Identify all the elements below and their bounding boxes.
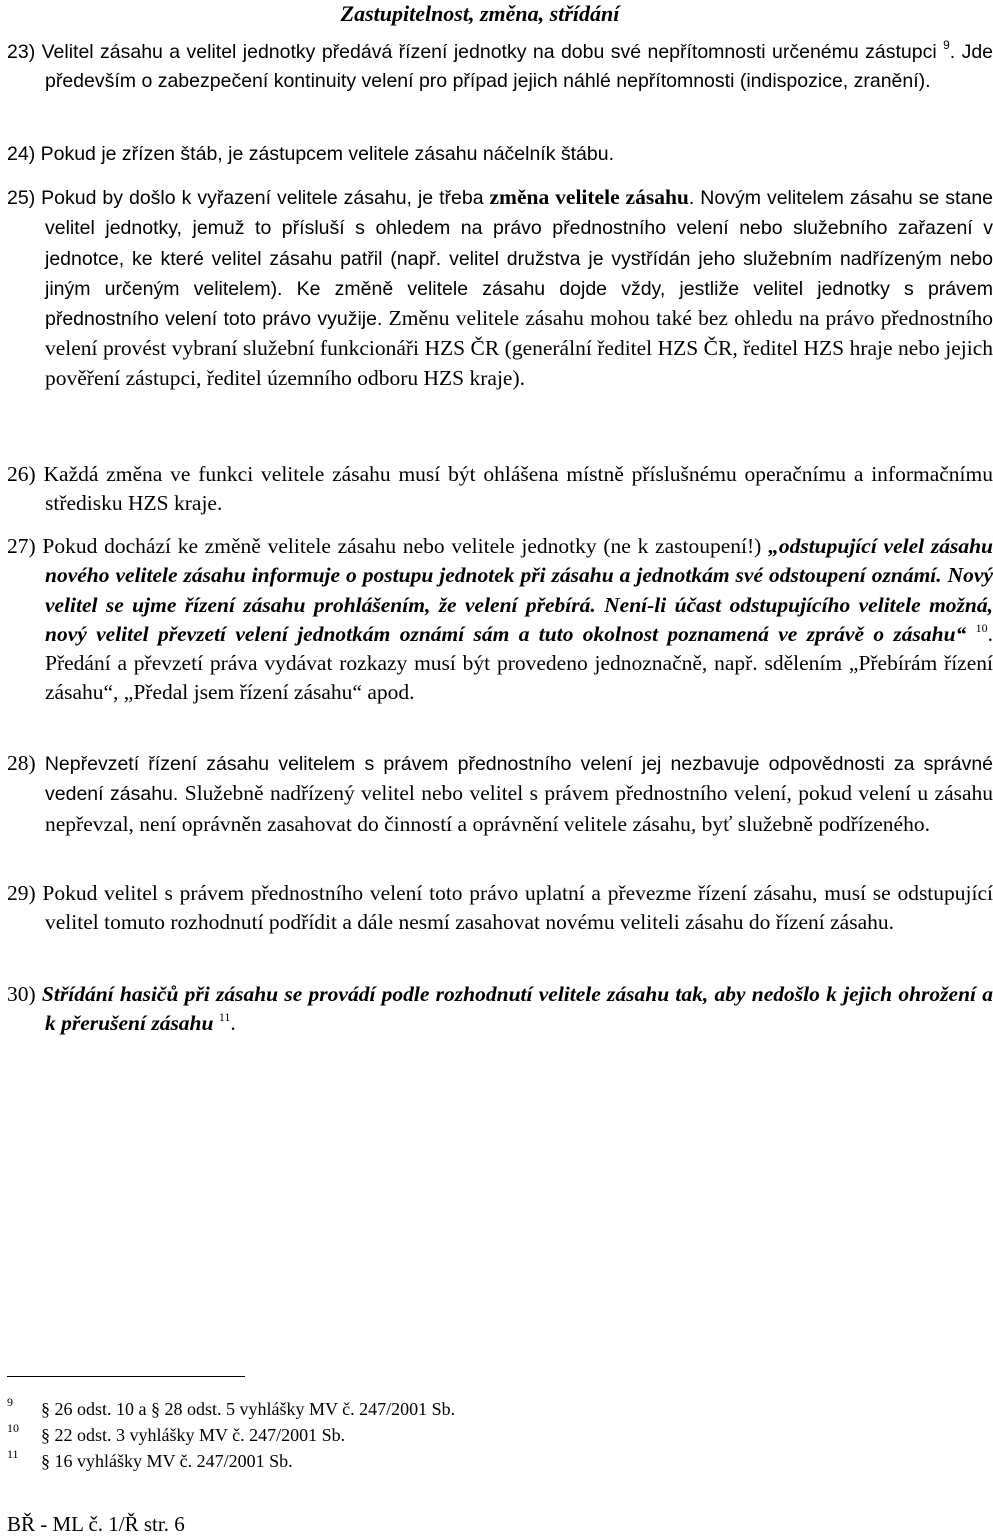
footnote-text: § 26 odst. 10 a § 28 odst. 5 vyhlášky MV č. 247/2001 Sb.	[41, 1399, 456, 1419]
emphasis-text: změna velitele zásahu	[489, 185, 689, 209]
paragraph-text: Nepřevzetí řízení zásahu velitelem s právem přednostního velení jej nezbavuje odpovědnosti za správné vedení zásahu.	[44, 753, 993, 806]
paragraph-number: 27)	[7, 534, 36, 558]
footnote-number: 9	[7, 1395, 13, 1409]
paragraph-24	[7, 140, 955, 169]
section-title: Zastupitelnost, změna, střídání	[340, 1, 620, 26]
footnote-11	[7, 1442, 293, 1473]
paragraph-28	[7, 749, 993, 839]
page-footer: BŘ - ML č. 1/Ř str. 6	[7, 1512, 185, 1536]
paragraph-text: Velitel zásahu a velitel jednotky předává řízení jednotky na dobu své nepřítomnosti určenému zástupci	[41, 41, 937, 63]
paragraph-number: 26)	[7, 462, 36, 486]
paragraph-number: 25)	[7, 187, 36, 209]
paragraph-27	[7, 532, 993, 708]
paragraph-text: . Novým velitelem zásahu se stane velitel jednotky, jemuž to přísluší s ohledem na právo přednostního velení nebo služebního zařazení v jednotce, ke které velitel zásahu patřil (např. velitel družstva je vystřídán jeho služebním nadřízeným nebo jiným určeným velitelem). Ke změně velitele zásahu dojde vždy, jestliže velitel jednotky s právem přednostního velení toto právo využije.	[45, 187, 993, 331]
paragraph-29	[7, 879, 993, 938]
paragraph-number: 28)	[7, 751, 36, 775]
paragraph-number: 30)	[7, 982, 36, 1006]
paragraph-25	[7, 183, 993, 393]
paragraph-number: 24)	[7, 143, 36, 165]
paragraph-number: 23)	[7, 41, 36, 63]
paragraph-text: Pokud je zřízen štáb, je zástupcem velitele zásahu náčelník štábu.	[40, 143, 615, 165]
footnote-ref: 10	[975, 620, 988, 635]
paragraph-30	[7, 980, 993, 1039]
paragraph-23	[7, 38, 993, 97]
paragraph-text: Pokud by došlo k vyřazení velitele zásahu, je třeba	[41, 187, 484, 209]
paragraph-text: Pokud dochází ke změně velitele zásahu nebo velitele jednotky (ne k zastoupení!)	[42, 534, 762, 558]
paragraph-26	[7, 460, 993, 519]
emphasis-text: Střídání hasičů při zásahu se provádí podle rozhodnutí velitele zásahu tak, aby nedošlo k jejich ohrožení a k přerušení zásahu	[41, 982, 993, 1036]
paragraph-text: . Předání a převzetí práva vydávat rozkazy musí být provedeno jednoznačně, např. sdělením „Přebírám řízení zásahu“, „Předal jsem řízení zásahu“ apod.	[45, 621, 993, 705]
paragraph-number: 29)	[7, 881, 36, 905]
footnote-ref: 9	[943, 38, 950, 52]
paragraph-text: .	[230, 1011, 236, 1036]
paragraph-text: Změnu velitele zásahu mohou také bez ohledu na právo přednostního velení provést vybraní služební funkcionáři HZS ČR (generální ředitel HZS ČR, ředitel HZS hraje nebo jejich pověření zástupci, ředitel územního odboru HZS kraje).	[45, 306, 993, 390]
paragraph-text: Služebně nadřízený velitel nebo velitel s právem přednostního velení, pokud velení u zásahu nepřevzal, není oprávněn zasahovat do činností a oprávnění velitele zásahu, byť služebně podřízeného.	[45, 781, 993, 836]
paragraph-text: Každá změna ve funkci velitele zásahu musí být ohlášena místně příslušnému operačnímu a informačnímu středisku HZS kraje.	[43, 462, 993, 516]
footnote-divider	[7, 1376, 245, 1377]
footnote-text: § 16 vyhlášky MV č. 247/2001 Sb.	[41, 1451, 293, 1471]
footnote-number: 11	[7, 1447, 19, 1461]
footnote-ref: 11	[218, 1010, 231, 1025]
paragraph-text: Pokud velitel s právem přednostního velení toto právo uplatní a převezme řízení zásahu, musí se odstupující velitel tomuto rozhodnutí podřídit a dále nesmí zasahovat novému veliteli zásahu do řízení zásahu.	[42, 881, 993, 935]
quoted-regulation: „odstupující velel zásahu nového velitele zásahu informuje o postupu jednotek při zásahu a jednotkám své odstoupení oznámí. Nový velitel se ujme řízení zásahu prohlášením, že velení přebírá. Není-li účast odstupujícího velitele možná, nový velitel převzetí velení jednotkám oznámí sám a tuto okolnost poznamená ve zprávě o zásahu“	[45, 534, 993, 646]
paragraph-text: . Jde především o zabezpečení kontinuity velení pro případ jejich náhlé nepřítomnosti (indispozice, zranění).	[45, 41, 993, 93]
footnote-text: § 22 odst. 3 vyhlášky MV č. 247/2001 Sb.	[41, 1425, 346, 1445]
footnote-number: 10	[7, 1421, 19, 1435]
